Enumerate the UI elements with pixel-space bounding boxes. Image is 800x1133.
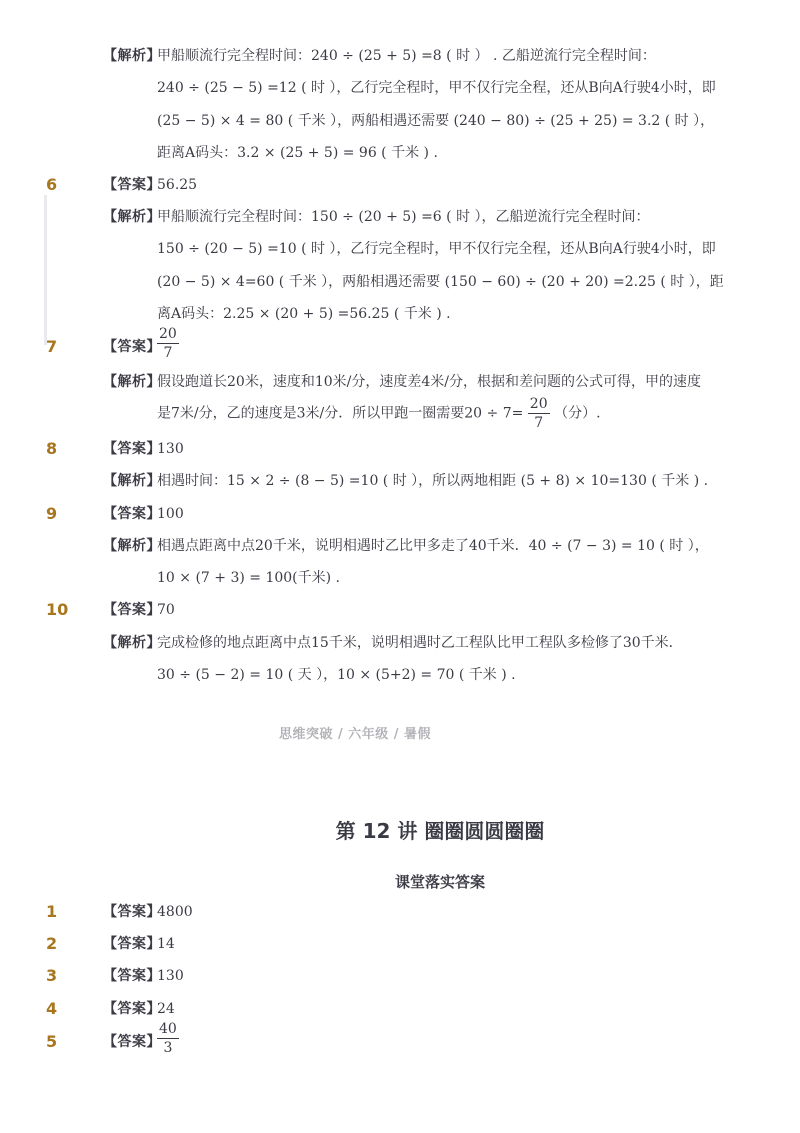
solution-tag: 【解析】 <box>103 473 161 489</box>
answer-value: 70 <box>157 602 175 618</box>
page-footer: 思维突破 / 六年级 / 暑假 <box>278 727 432 742</box>
answer-tag: 【答案】 <box>103 506 161 522</box>
solution-line: 150 ÷ (20 − 5) =10 ( 时 ），乙行完全程时，甲不仅行完全程，还从B向A行驶4小时，即 <box>157 241 716 257</box>
solution-line: 甲船顺流行完全程时间：150 ÷ (20 + 5) =6 ( 时 ），乙船逆流行完全程时间： <box>157 209 650 225</box>
solution-tag: 【解析】 <box>103 635 161 651</box>
answer-tag: 【答案】 <box>103 177 161 193</box>
question-number: 4 <box>46 999 58 1018</box>
question-number: 3 <box>46 966 58 985</box>
answer-tag: 【答案】 <box>103 602 161 618</box>
solution-line: 假设跑道长20米，速度和10米/分，速度差4米/分，根据和差问题的公式可得，甲的速度 <box>157 374 701 390</box>
answer-fraction <box>157 1022 179 1055</box>
question-number: 9 <box>46 504 58 523</box>
solution-line: 完成检修的地点距离中点15千米，说明相遇时乙工程队比甲工程队多检修了30千米． <box>157 635 683 651</box>
fraction-denominator: 3 <box>163 1040 173 1056</box>
answer-tag: 【答案】 <box>103 339 161 355</box>
fraction-numerator: 40 <box>159 1021 177 1037</box>
solution-line: 10 × (7 + 3) = 100(千米) . <box>157 570 340 586</box>
question-number: 1 <box>46 902 58 921</box>
answer-tag: 【答案】 <box>103 1034 161 1050</box>
solution-line: 240 ÷ (25 − 5) =12 ( 时 ），乙行完全程时，甲不仅行完全程，还从B向A行驶4小时，即 <box>157 80 716 96</box>
answer-value: 100 <box>157 506 184 522</box>
solution-line: 相遇点距离中点20千米，说明相遇时乙比甲多走了40千米．40 ÷ (7 − 3) = 10 ( 时 ）， <box>157 538 709 554</box>
margin-rule <box>44 195 47 345</box>
question-number: 10 <box>46 600 69 619</box>
answer-tag: 【答案】 <box>103 441 161 457</box>
solution-line <box>157 397 601 430</box>
answer-value: 56.25 <box>157 177 198 193</box>
solution-tag: 【解析】 <box>103 48 161 64</box>
lecture-title: 第 12 讲 圈圈圆圆圈圈 <box>335 819 545 843</box>
fraction-denominator: 7 <box>534 415 544 431</box>
question-number: 6 <box>46 175 58 194</box>
solution-text: （分）. <box>554 405 601 422</box>
answer-value <box>157 1022 179 1055</box>
solution-line: 30 ÷ (5 − 2) = 10 ( 天 ），10 × (5+2) = 70 ( 千米 ) . <box>157 667 516 683</box>
answer-fraction <box>157 327 179 360</box>
answer-tag: 【答案】 <box>103 904 161 920</box>
answer-tag: 【答案】 <box>103 936 161 952</box>
answer-value <box>157 327 179 360</box>
question-number: 5 <box>46 1032 58 1051</box>
solution-line: 离A码头：2.25 × (20 + 5) =56.25 ( 千米 ) . <box>157 306 451 322</box>
question-number: 7 <box>46 337 58 356</box>
solution-text: 是7米/分，乙的速度是3米/分．所以甲跑一圈需要20 ÷ 7= <box>157 405 524 422</box>
solution-tag: 【解析】 <box>103 538 161 554</box>
answer-value: 14 <box>157 936 175 952</box>
solution-line: 相遇时间：15 × 2 ÷ (8 − 5) =10 ( 时 ），所以两地相距 (5 + 8) × 10=130 ( 千米 ) . <box>157 473 709 489</box>
fraction-denominator: 7 <box>163 345 173 361</box>
solution-line: (25 − 5) × 4 = 80 ( 千米 ），两船相遇还需要 (240 − 80) ÷ (25 + 25) = 3.2 ( 时 ）， <box>157 113 715 129</box>
solution-tag: 【解析】 <box>103 209 161 225</box>
solution-tag: 【解析】 <box>103 374 161 390</box>
answer-tag: 【答案】 <box>103 1001 161 1017</box>
question-number: 8 <box>46 439 58 458</box>
fraction-numerator: 20 <box>159 326 177 342</box>
section-title: 课堂落实答案 <box>394 873 485 891</box>
answer-value: 130 <box>157 968 184 984</box>
answer-value: 4800 <box>157 904 193 920</box>
solution-line: 甲船顺流行完全程时间：240 ÷ (25 + 5) =8 ( 时 ） . 乙船逆流行完全程时间： <box>157 48 656 64</box>
solution-line: 距离A码头：3.2 × (25 + 5) = 96 ( 千米 ) . <box>157 145 438 161</box>
answer-tag: 【答案】 <box>103 968 161 984</box>
fraction-numerator: 20 <box>529 396 548 412</box>
answer-value: 130 <box>157 441 184 457</box>
question-number: 2 <box>46 934 58 953</box>
solution-line: (20 − 5) × 4=60 ( 千米 ），两船相遇还需要 (150 − 60) ÷ (20 + 20) =2.25 ( 时 ），距 <box>157 274 724 290</box>
answer-value: 24 <box>157 1001 175 1017</box>
solution-fraction <box>528 397 550 430</box>
